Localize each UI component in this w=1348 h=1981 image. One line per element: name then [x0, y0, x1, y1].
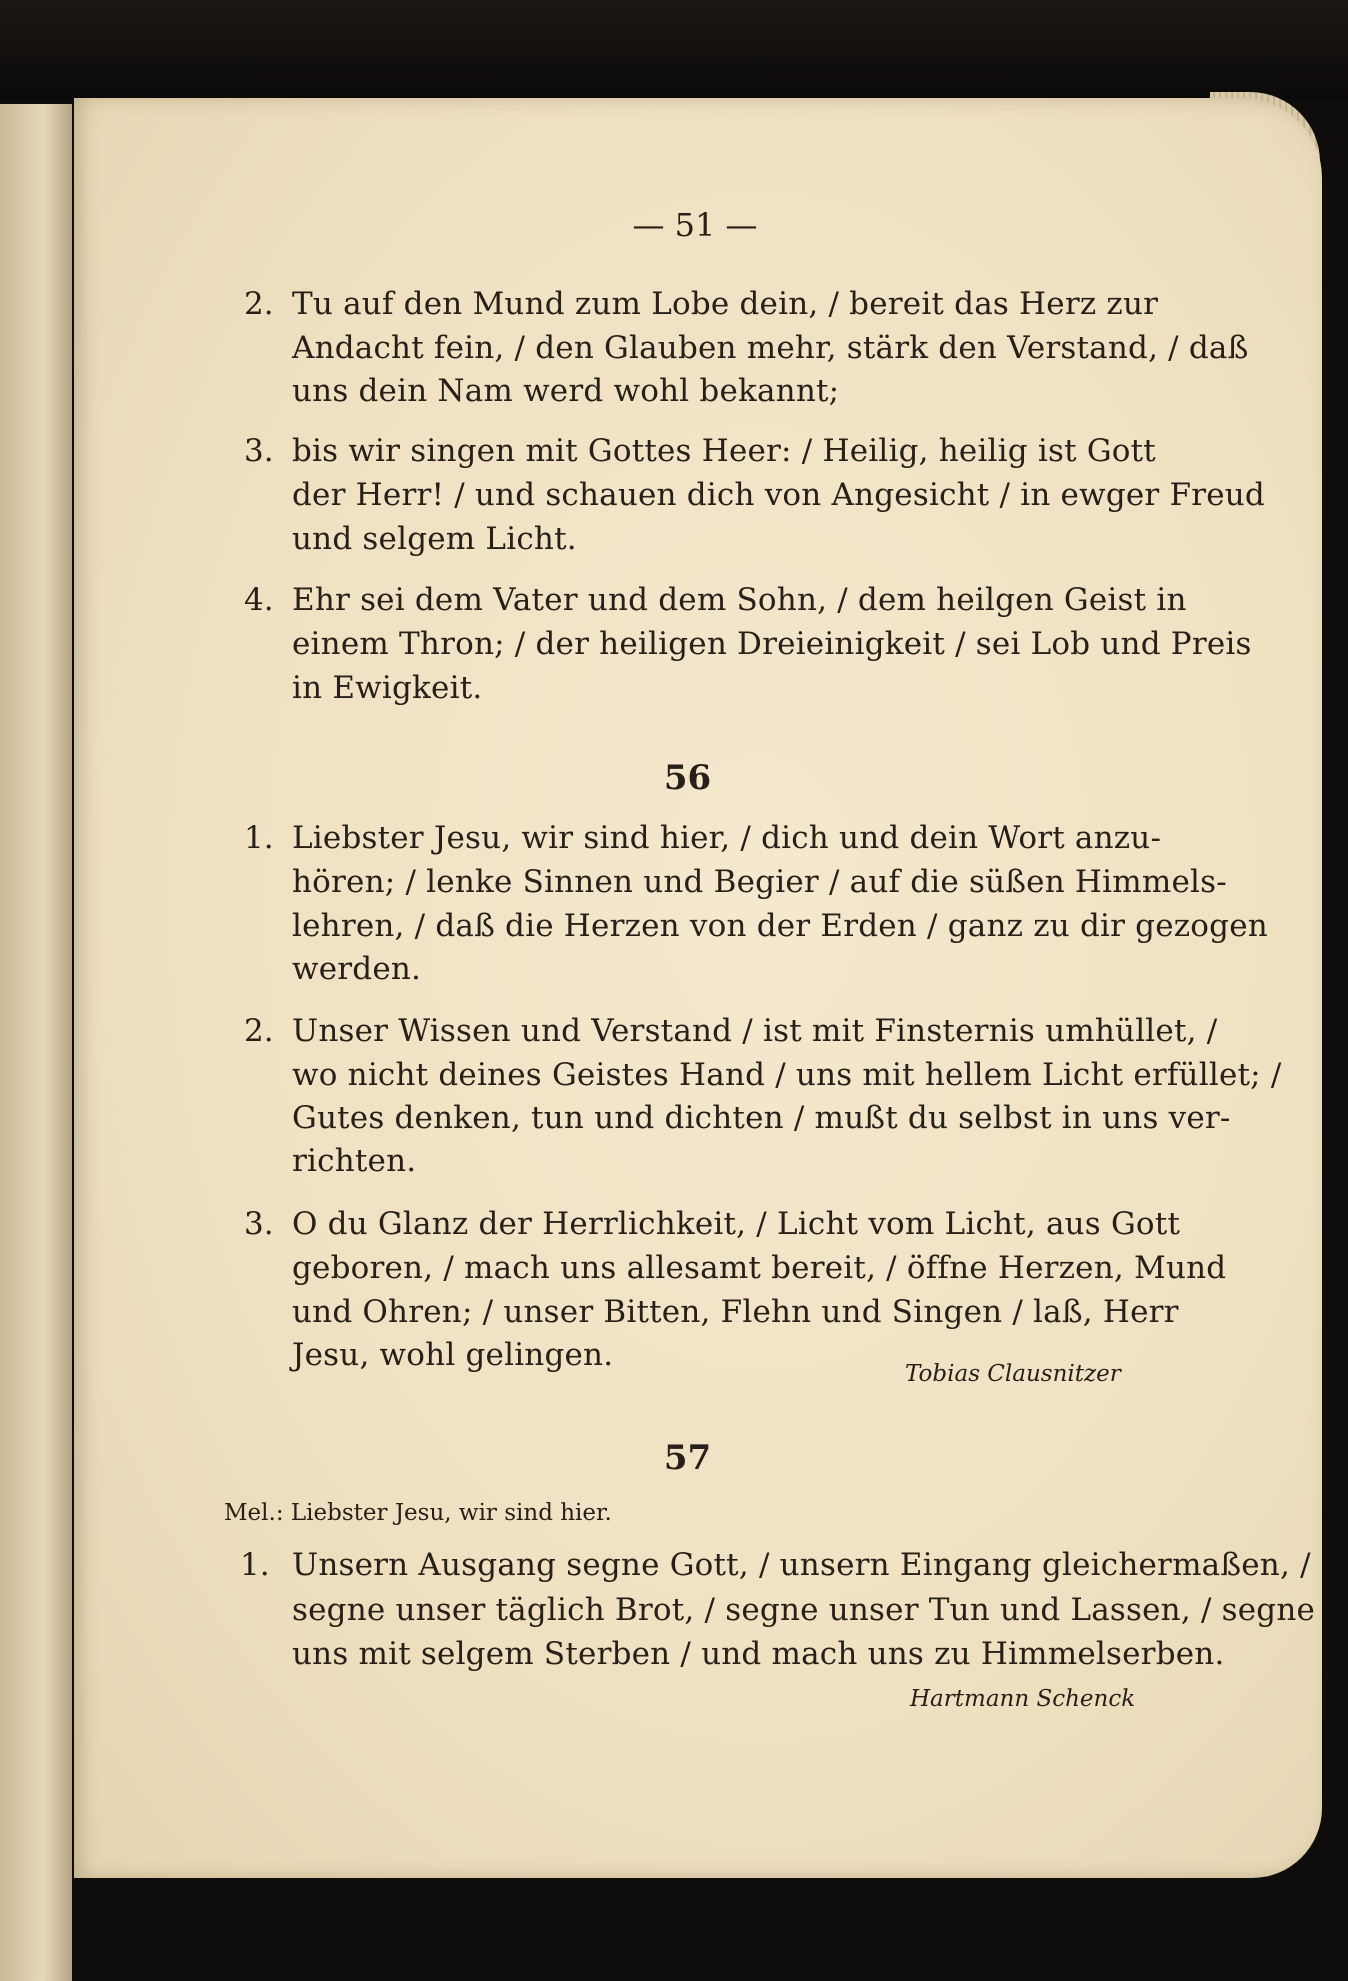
verse-number: 3.: [244, 433, 274, 469]
verse-line: hören; / lenke Sinnen und Begier / auf die süßen Himmels-: [292, 864, 1227, 900]
left-page-edge: [0, 104, 72, 1981]
verse-line: Andacht fein, / den Glauben mehr, stärk den Verstand, / daß: [292, 330, 1249, 366]
verse-line: geboren, / mach uns allesamt bereit, / öffne Herzen, Mund: [292, 1250, 1227, 1286]
verse-line: Ehr sei dem Vater und dem Sohn, / dem heilgen Geist in: [292, 582, 1187, 618]
verse-line: wo nicht deines Geistes Hand / uns mit hellem Licht erfüllet; /: [292, 1057, 1282, 1093]
hymn-number: 57: [663, 1438, 712, 1478]
verse-line: richten.: [292, 1143, 417, 1179]
verse-number: 2.: [244, 286, 274, 322]
page-number: — 51 —: [632, 206, 758, 244]
verse-line: Gutes denken, tun und dichten / mußt du selbst in uns ver-: [292, 1100, 1231, 1136]
author-credit: Tobias Clausnitzer: [905, 1361, 1121, 1387]
verse-line: Unsern Ausgang segne Gott, / unsern Eingang gleichermaßen, /: [292, 1547, 1311, 1583]
verse-line: lehren, / daß die Herzen von der Erden / ganz zu dir gezogen: [292, 908, 1268, 944]
verse-line: uns mit selgem Sterben / und mach uns zu Himmelserben.: [292, 1636, 1225, 1672]
verse-line: Liebster Jesu, wir sind hier, / dich und dein Wort anzu-: [292, 820, 1162, 856]
verse-number: 2.: [244, 1013, 274, 1049]
verse-line: Tu auf den Mund zum Lobe dein, / bereit das Herz zur: [292, 286, 1159, 322]
verse-line: Jesu, wohl gelingen.: [292, 1337, 614, 1373]
verse-line: bis wir singen mit Gottes Heer: / Heilig, heilig ist Gott: [292, 433, 1156, 469]
verse-line: segne unser täglich Brot, / segne unser Tun und Lassen, / segne: [292, 1592, 1316, 1628]
verse-number: 1.: [244, 820, 274, 856]
verse-line: und Ohren; / unser Bitten, Flehn und Singen / laß, Herr: [292, 1294, 1179, 1330]
verse-line: Unser Wissen und Verstand / ist mit Finsternis umhüllet, /: [292, 1013, 1218, 1049]
melody-note: Mel.: Liebster Jesu, wir sind hier.: [224, 1500, 612, 1526]
verse-line: einem Thron; / der heiligen Dreieinigkeit / sei Lob und Preis: [292, 626, 1252, 662]
verse-line: werden.: [292, 951, 422, 987]
author-credit: Hartmann Schenck: [910, 1686, 1136, 1712]
verse-number: 1.: [240, 1547, 270, 1583]
verse-line: und selgem Licht.: [292, 521, 577, 557]
verse-line: der Herr! / und schauen dich von Angesicht / in ewger Freud: [292, 477, 1265, 513]
scanner-background: [0, 0, 1348, 100]
verse-line: in Ewigkeit.: [292, 670, 483, 706]
verse-line: uns dein Nam werd wohl bekannt;: [292, 373, 840, 409]
verse-number: 3.: [244, 1206, 274, 1242]
verse-line: O du Glanz der Herrlichkeit, / Licht vom Licht, aus Gott: [292, 1206, 1181, 1242]
hymn-number: 56: [663, 758, 712, 798]
verse-number: 4.: [244, 582, 274, 618]
